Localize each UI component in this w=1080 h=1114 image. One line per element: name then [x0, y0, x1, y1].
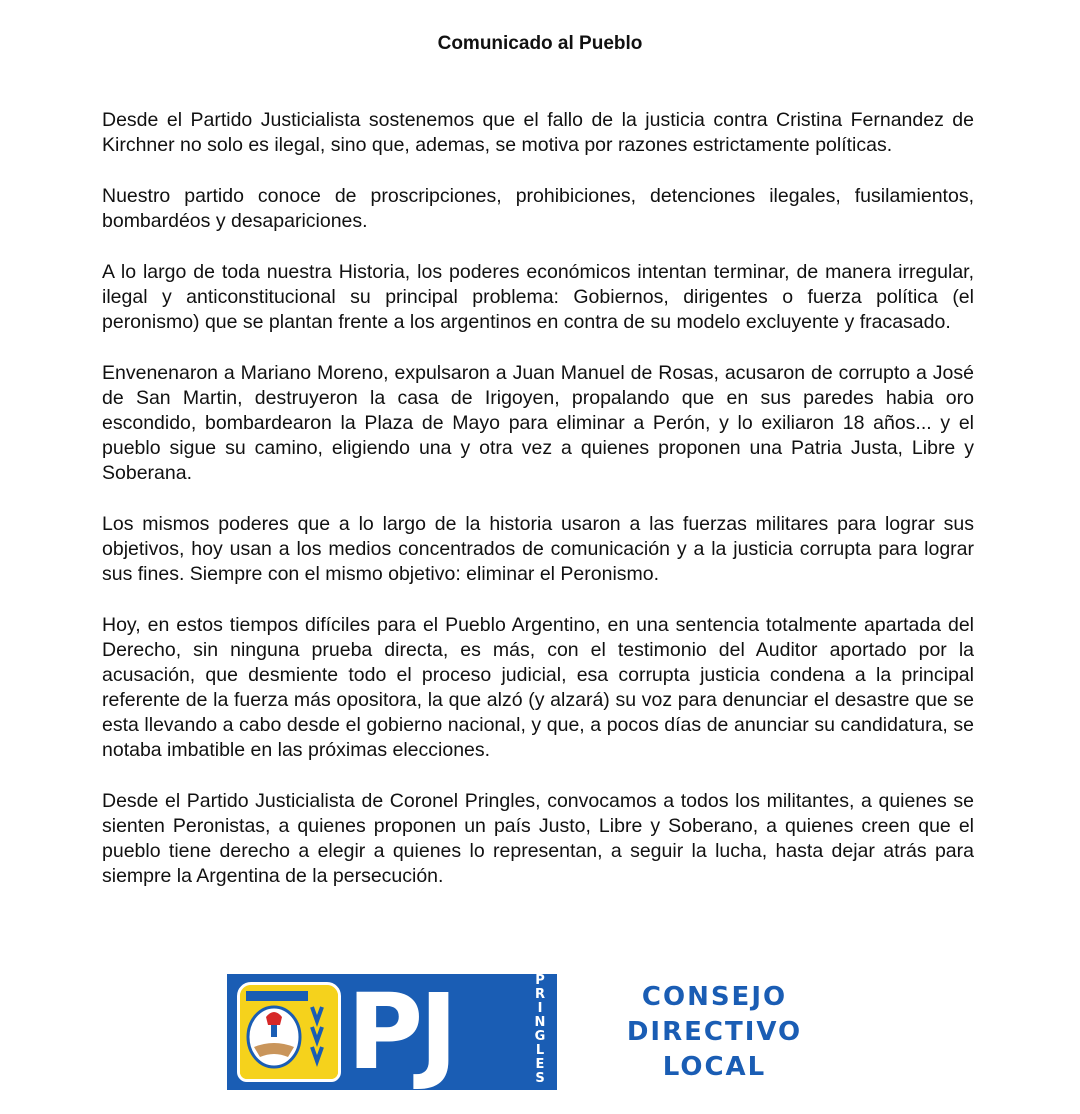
- pringles-vertical-text: [523, 974, 557, 1090]
- pj-mark: PJ: [347, 971, 454, 1093]
- paragraph-1: Desde el Partido Justicialista sostenemos que el fallo de la justicia contra Cristina Fernandez de Kirchner no solo es ilegal, sino que, ademas, se motiva por razones estrictamente políticas.: [102, 109, 974, 156]
- pringles-letter: P: [535, 973, 545, 988]
- paragraph-4: Envenenaron a Mariano Moreno, expulsaron a Juan Manuel de Rosas, acusaron de corrupto a José de San Martin, destruyeron la casa de Irigoyen, propalando que en sus paredes habia oro escondido, bombardearon la Plaza de Mayo para eliminar a Perón, y lo exiliaron 18 años... y el pueblo sigue su camino, eligiendo una y otra vez a quienes proponen una Patria Justa, Libre y Soberana.: [102, 362, 974, 484]
- document-title: Comunicado al Pueblo: [437, 33, 643, 54]
- caption-line-1: CONSEJO: [641, 982, 788, 1012]
- caption-line-3: LOCAL: [662, 1052, 767, 1082]
- pringles-letter: N: [534, 1015, 546, 1030]
- logo-emblem-block: [227, 971, 557, 1093]
- caption-line-2: DIRECTIVO: [626, 1017, 803, 1047]
- paragraph-2: Nuestro partido conoce de proscripciones, prohibiciones, detenciones ilegales, fusilamientos, bombardéos y desapariciones.: [102, 185, 974, 232]
- pringles-letter: S: [535, 1071, 545, 1086]
- pj-logo: [227, 971, 847, 1093]
- peronist-shield-icon: [237, 982, 341, 1082]
- paragraph-7: Desde el Partido Justicialista de Coronel Pringles, convocamos a todos los militantes, a quienes se sienten Peronistas, a quienes proponen un país Justo, Libre y Soberano, a quienes creen que el pueblo tiene derecho a elegir a quienes lo representan, a seguir la lucha, hasta dejar atrás para siempre la Argentina de la persecución.: [102, 790, 974, 887]
- paragraph-6: Hoy, en estos tiempos difíciles para el Pueblo Argentino, en una sentencia totalmente apartada del Derecho, sin ninguna prueba directa, es más, con el testimonio del Auditor aportado por la acusación, que desmiente todo el proceso judicial, esa corrupta justicia condena a la principal referente de la fuerza más opositora, la que alzó (y alzará) su voz para denunciar el desastre que se esta llevando a cabo desde el gobierno nacional, y que, a pocos días de anunciar su candidatura, se notaba imbatible en las próximas elecciones.: [102, 614, 974, 761]
- paragraph-5: Los mismos poderes que a lo largo de la historia usaron a las fuerzas militares para lograr sus objetivos, hoy usan a los medios concentrados de comunicación y a la justicia corrupta para lograr sus fines. Siempre con el mismo objetivo: eliminar el Peronismo.: [102, 513, 974, 585]
- shield-svg: [240, 985, 338, 1079]
- pringles-letter: L: [535, 1043, 545, 1058]
- pringles-letter: G: [534, 1029, 546, 1044]
- logo-caption: [582, 980, 847, 1085]
- document-body: [102, 108, 974, 915]
- paragraph-3: A lo largo de toda nuestra Historia, los poderes económicos intentan terminar, de manera irregular, ilegal y anticonstitucional su principal problema: Gobiernos, dirigentes o fuerza política (el peronismo) que se plantan frente a los argentinos en contra de su modelo excluyente y fracasado.: [102, 261, 974, 333]
- pringles-letter: R: [534, 987, 545, 1002]
- pringles-letter: I: [537, 1001, 543, 1016]
- pringles-letter: E: [535, 1057, 545, 1072]
